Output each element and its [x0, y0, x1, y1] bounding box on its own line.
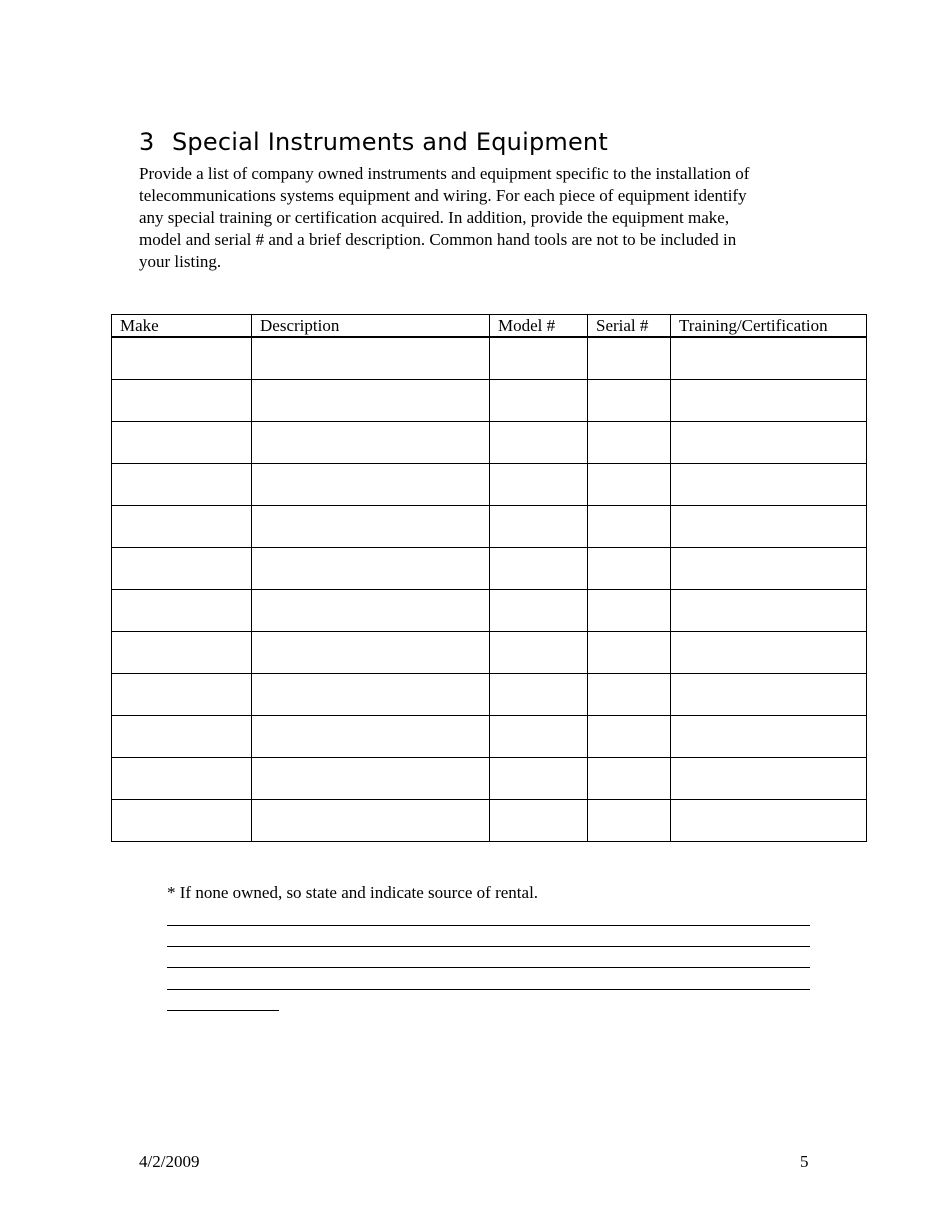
section-heading — [139, 128, 608, 156]
intro-paragraph — [139, 163, 829, 273]
cell-description[interactable] — [252, 716, 490, 758]
cell-description[interactable] — [252, 800, 490, 842]
cell-training[interactable] — [671, 758, 867, 800]
table-row — [112, 674, 867, 716]
table-row — [112, 590, 867, 632]
answer-line[interactable] — [167, 1010, 279, 1011]
column-header-serial: Serial # — [588, 315, 671, 338]
cell-serial[interactable] — [588, 632, 671, 674]
answer-line[interactable] — [167, 946, 810, 947]
rental-note: * If none owned, so state and indicate source of rental. — [167, 883, 539, 902]
cell-make[interactable] — [112, 422, 252, 464]
column-header-description: Description — [252, 315, 490, 338]
intro-line: model and serial # and a brief description. Common hand tools are not to be included in — [139, 230, 737, 249]
cell-serial[interactable] — [588, 800, 671, 842]
cell-make[interactable] — [112, 800, 252, 842]
cell-description[interactable] — [252, 674, 490, 716]
table-row — [112, 632, 867, 674]
table-row — [112, 548, 867, 590]
cell-training[interactable] — [671, 337, 867, 380]
table-row — [112, 464, 867, 506]
cell-serial[interactable] — [588, 380, 671, 422]
cell-model[interactable] — [490, 632, 588, 674]
cell-model[interactable] — [490, 758, 588, 800]
cell-model[interactable] — [490, 506, 588, 548]
cell-training[interactable] — [671, 716, 867, 758]
cell-make[interactable] — [112, 758, 252, 800]
cell-serial[interactable] — [588, 422, 671, 464]
equipment-table — [111, 314, 867, 842]
cell-model[interactable] — [490, 422, 588, 464]
cell-training[interactable] — [671, 422, 867, 464]
cell-serial[interactable] — [588, 758, 671, 800]
cell-training[interactable] — [671, 506, 867, 548]
cell-make[interactable] — [112, 337, 252, 380]
cell-serial[interactable] — [588, 674, 671, 716]
cell-model[interactable] — [490, 337, 588, 380]
cell-model[interactable] — [490, 716, 588, 758]
cell-serial[interactable] — [588, 716, 671, 758]
table-row — [112, 380, 867, 422]
cell-make[interactable] — [112, 590, 252, 632]
cell-model[interactable] — [490, 800, 588, 842]
cell-description[interactable] — [252, 422, 490, 464]
cell-description[interactable] — [252, 590, 490, 632]
cell-model[interactable] — [490, 590, 588, 632]
table-row — [112, 800, 867, 842]
cell-make[interactable] — [112, 506, 252, 548]
cell-serial[interactable] — [588, 337, 671, 380]
cell-serial[interactable] — [588, 506, 671, 548]
cell-make[interactable] — [112, 632, 252, 674]
cell-training[interactable] — [671, 674, 867, 716]
answer-line[interactable] — [167, 967, 810, 968]
cell-description[interactable] — [252, 380, 490, 422]
cell-training[interactable] — [671, 548, 867, 590]
table-header-row — [112, 315, 867, 338]
table-row — [112, 337, 867, 380]
cell-training[interactable] — [671, 632, 867, 674]
table-row — [112, 716, 867, 758]
cell-description[interactable] — [252, 337, 490, 380]
intro-line: Provide a list of company owned instruments and equipment specific to the installation of — [139, 164, 750, 183]
answer-line[interactable] — [167, 925, 810, 926]
column-header-model: Model # — [490, 315, 588, 338]
cell-model[interactable] — [490, 380, 588, 422]
intro-line: your listing. — [139, 252, 222, 271]
cell-training[interactable] — [671, 800, 867, 842]
cell-make[interactable] — [112, 464, 252, 506]
intro-line: telecommunications systems equipment and wiring. For each piece of equipment identify — [139, 186, 747, 205]
answer-line[interactable] — [167, 989, 810, 990]
cell-serial[interactable] — [588, 548, 671, 590]
cell-model[interactable] — [490, 548, 588, 590]
footer-page-number: 5 — [800, 1152, 809, 1171]
cell-make[interactable] — [112, 548, 252, 590]
section-number: 3 — [139, 128, 155, 156]
cell-make[interactable] — [112, 716, 252, 758]
cell-training[interactable] — [671, 464, 867, 506]
cell-model[interactable] — [490, 464, 588, 506]
cell-training[interactable] — [671, 380, 867, 422]
table-body — [112, 337, 867, 842]
cell-serial[interactable] — [588, 464, 671, 506]
cell-description[interactable] — [252, 632, 490, 674]
column-header-make: Make — [112, 315, 252, 338]
table-row — [112, 758, 867, 800]
cell-training[interactable] — [671, 590, 867, 632]
section-title: Special Instruments and Equipment — [172, 128, 608, 156]
table-row — [112, 506, 867, 548]
cell-description[interactable] — [252, 506, 490, 548]
cell-serial[interactable] — [588, 590, 671, 632]
cell-make[interactable] — [112, 674, 252, 716]
cell-description[interactable] — [252, 548, 490, 590]
intro-line: any special training or certification acquired. In addition, provide the equipment make, — [139, 208, 730, 227]
footer-date: 4/2/2009 — [139, 1152, 200, 1171]
cell-description[interactable] — [252, 758, 490, 800]
column-header-training: Training/Certification — [671, 315, 867, 338]
cell-model[interactable] — [490, 674, 588, 716]
cell-make[interactable] — [112, 380, 252, 422]
cell-description[interactable] — [252, 464, 490, 506]
table-row — [112, 422, 867, 464]
